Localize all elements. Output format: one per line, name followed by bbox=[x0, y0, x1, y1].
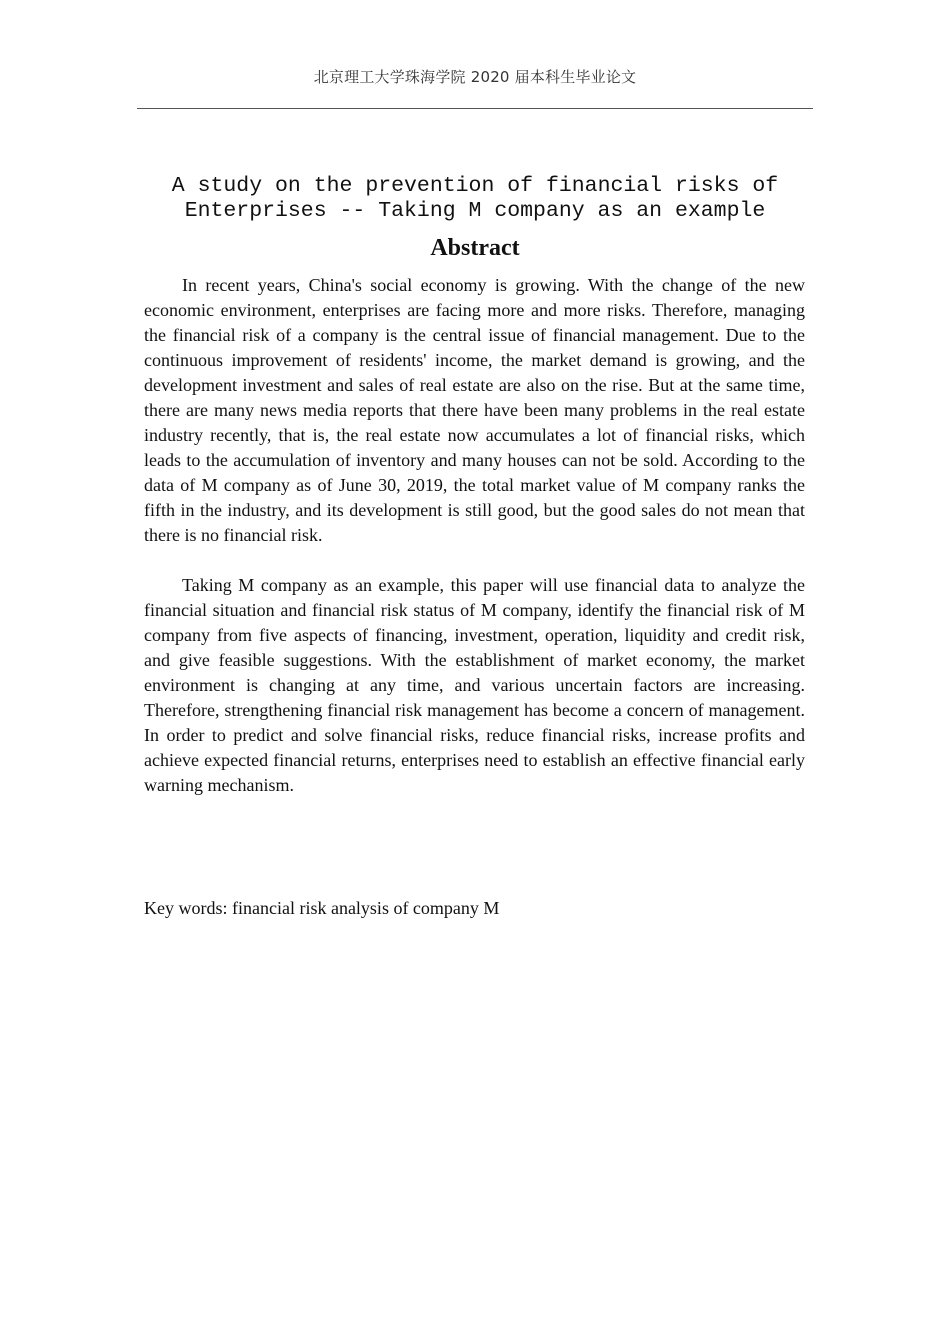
header-divider bbox=[137, 108, 813, 109]
abstract-body bbox=[144, 273, 805, 798]
page-header: 北京理工大学珠海学院 2020 届本科生毕业论文 bbox=[313, 68, 637, 86]
abstract-heading: Abstract bbox=[430, 235, 520, 261]
keywords: Key words: financial risk analysis of company M bbox=[144, 898, 500, 918]
paper-title-line-1: A study on the prevention of financial risks of bbox=[171, 174, 779, 198]
paper-title bbox=[140, 174, 810, 224]
abstract-paragraph-2: Taking M company as an example, this paper will use financial data to analyze the financial situation and financial risk status of M company, identify the financial risk of M company from five aspects of financing, investment, operation, liquidity and credit risk, and give feasible suggestions. With the establishment of market economy, the market environment is changing at any time, and various uncertain factors are increasing. Therefore, strengthening financial risk management has become a concern of management. In order to predict and solve financial risks, reduce financial risks, increase profits and achieve expected financial returns, enterprises need to establish an effective financial early warning mechanism. bbox=[144, 575, 805, 795]
paper-title-line-2: Enterprises -- Taking M company as an example bbox=[184, 199, 766, 223]
abstract-paragraph-1: In recent years, China's social economy is growing. With the change of the new economic environment, enterprises are facing more and more risks. Therefore, managing the financial risk of a company is the central issue of financial management. Due to the continuous improvement of residents' income, the market demand is growing, and the development investment and sales of real estate are also on the rise. But at the same time, there are many news media reports that there have been many problems in the real estate industry recently, that is, the real estate now accumulates a lot of financial risks, which leads to the accumulation of inventory and many houses can not be sold. According to the data of M company as of June 30, 2019, the total market value of M company ranks the fifth in the industry, and its development is still good, but the good sales do not mean that there is no financial risk. bbox=[144, 275, 805, 545]
